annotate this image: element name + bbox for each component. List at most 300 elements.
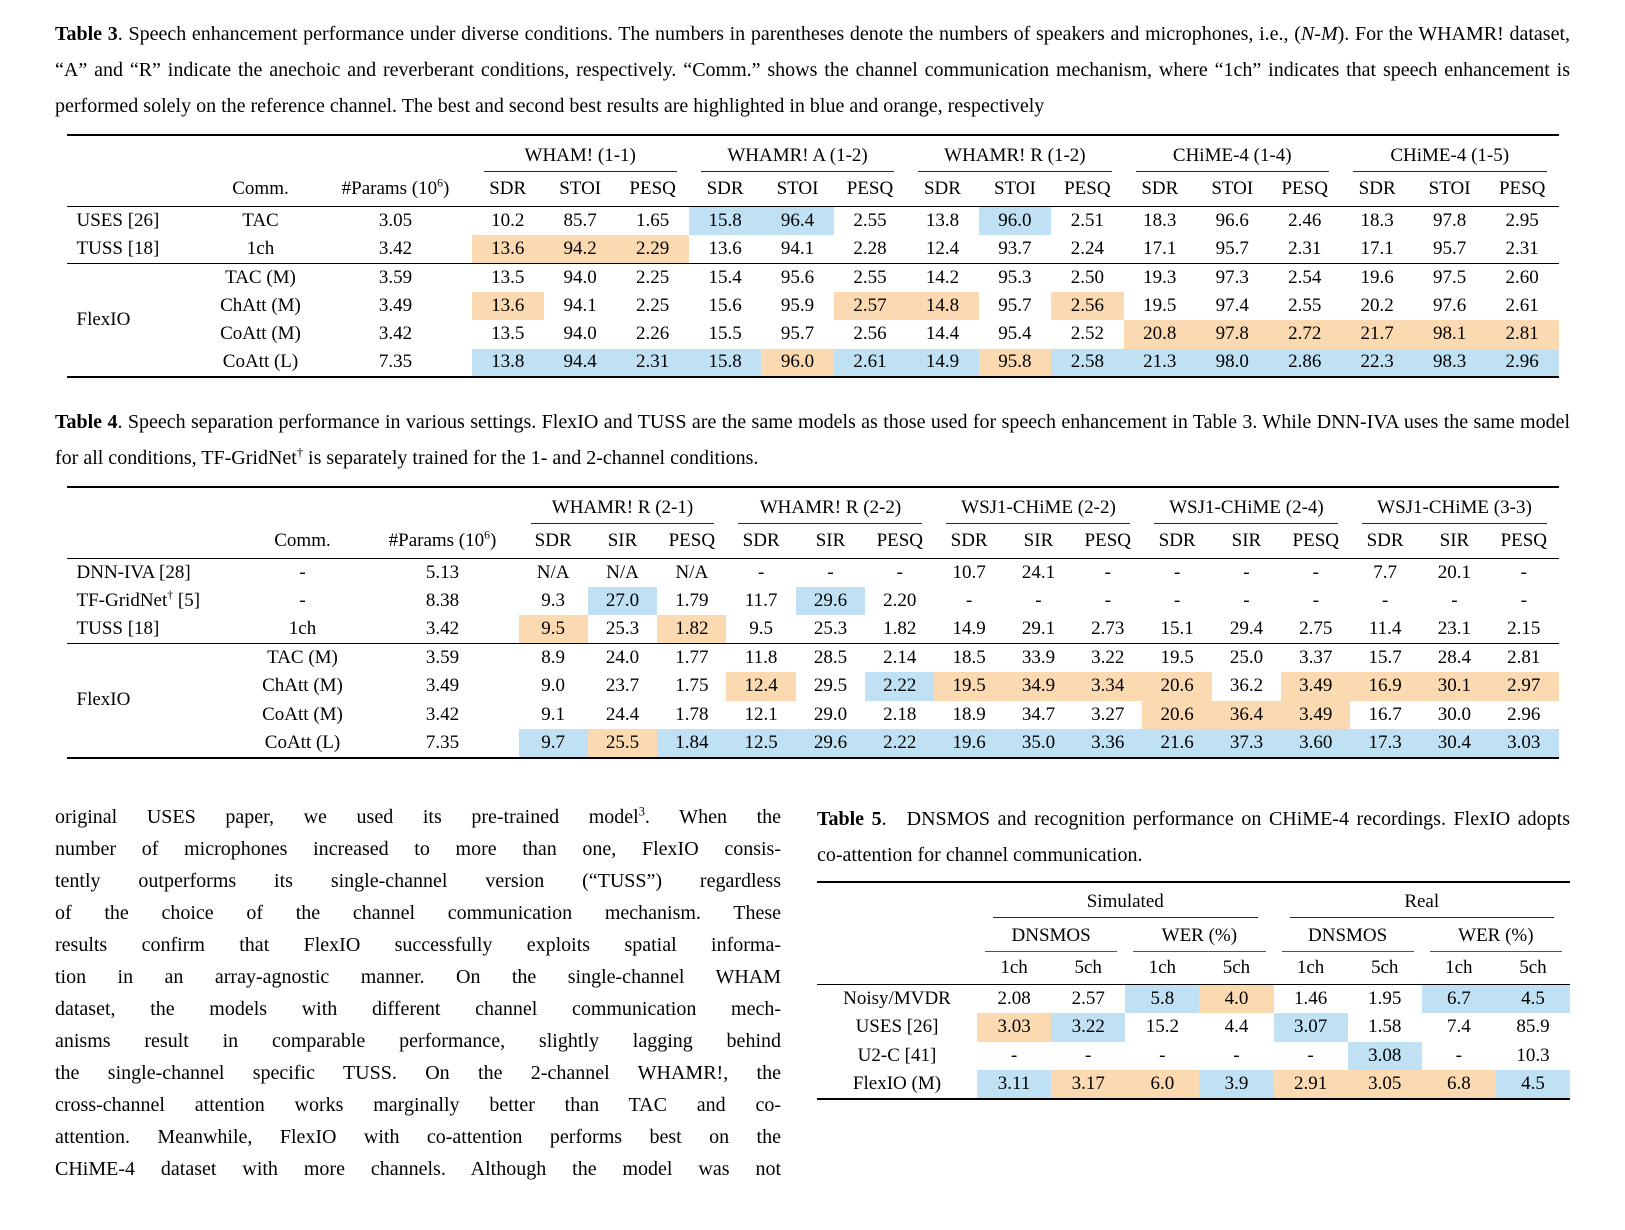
- metric-value: 14.9: [934, 615, 1003, 644]
- metric-value: 2.55: [853, 266, 887, 288]
- params-value: 3.59: [425, 647, 460, 668]
- metric-value: 18.9: [952, 703, 986, 725]
- metric-value: 11.7: [744, 589, 778, 611]
- metric-value: 2.22: [865, 729, 934, 758]
- metric-value: 29.4: [1212, 615, 1281, 644]
- params-value: 3.42: [425, 703, 460, 725]
- metric-value: -: [1104, 561, 1111, 583]
- metric-value: 96.6: [1215, 209, 1249, 231]
- metric-header: SDR: [1124, 172, 1196, 206]
- metric-header: PESQ: [1486, 172, 1559, 206]
- metric-value: -: [1243, 561, 1250, 583]
- metric-value: 15.8: [689, 206, 761, 235]
- metric-value: -: [1520, 589, 1527, 611]
- metric-value: 9.5: [519, 615, 588, 644]
- metric-header: PESQ: [1489, 524, 1558, 558]
- metric-value: 2.25: [636, 266, 670, 288]
- body-text-column: [55, 801, 781, 1185]
- table4: [67, 486, 1559, 759]
- metric-value: 17.3: [1350, 729, 1419, 758]
- channel-header: 5ch: [1051, 952, 1125, 985]
- metric-value: 93.7: [979, 235, 1051, 264]
- metric-value: 34.9: [1004, 672, 1073, 701]
- header-spacer: [67, 524, 239, 558]
- metric-value: 1.84: [657, 729, 726, 758]
- model-label: TUSS [18]: [67, 235, 202, 264]
- metric-value: 3.37: [1299, 647, 1333, 668]
- metric-value: 98.0: [1196, 349, 1268, 378]
- metric-value: 19.5: [1160, 647, 1194, 668]
- metric-value: 5.8: [1125, 985, 1199, 1014]
- metric-value: 94.0: [563, 323, 597, 345]
- metric-header: SDR: [689, 172, 761, 206]
- metric-value: -: [896, 561, 903, 583]
- metric-value: 13.6: [472, 235, 544, 264]
- metric-value: 3.22: [1051, 1013, 1125, 1042]
- metric-value: -: [965, 589, 973, 611]
- metric-value: 25.3: [588, 615, 657, 644]
- metric-value: 13.6: [689, 235, 761, 264]
- metric-value: 95.8: [979, 349, 1051, 378]
- params-value: 3.42: [378, 323, 413, 345]
- metric-value: 20.6: [1142, 701, 1211, 730]
- channel-header: 1ch: [977, 952, 1051, 985]
- metric-value: 24.0: [605, 647, 640, 668]
- metric-value: 12.5: [726, 729, 795, 758]
- header-spacer: [817, 918, 977, 952]
- metric-value: 4.0: [1199, 985, 1273, 1014]
- metric-value: 95.3: [998, 266, 1032, 288]
- dataset-group-header: CHiME-4 (1-5): [1341, 135, 1559, 172]
- metric-value: 15.8: [689, 349, 761, 378]
- params-value: 8.38: [425, 589, 460, 611]
- metric-value: 20.8: [1124, 320, 1196, 349]
- dataset-group-header: WHAMR! R (2-1): [519, 487, 727, 524]
- table3-section: [55, 16, 1570, 378]
- metric-header: SDR: [519, 524, 588, 558]
- metric-value: 94.1: [563, 294, 597, 316]
- body-text-line: the single-channel specific TUSS. On the 2-channel WHAMR!, the: [55, 1061, 781, 1084]
- metric-value: 6.0: [1125, 1070, 1199, 1099]
- dataset-group-header: WSJ1-CHiME (2-4): [1142, 487, 1350, 524]
- metric-value: 22.3: [1341, 349, 1413, 378]
- params-header: #Params $(10^6)$: [320, 172, 472, 206]
- metric-header: SIR: [796, 524, 865, 558]
- metric-value: 3.11: [977, 1070, 1051, 1099]
- comm-value: CoAtt (L): [264, 731, 341, 753]
- metric-header: PESQ: [834, 172, 906, 206]
- metric-value: 2.31: [1486, 235, 1559, 264]
- metric-value: -: [1173, 589, 1181, 611]
- condition-group-header: Real: [1274, 882, 1571, 918]
- metric-value: 1.65: [636, 209, 670, 231]
- metric-value: 95.7: [1196, 235, 1268, 264]
- metric-value: 2.61: [1505, 294, 1539, 316]
- metric-value: 13.5: [491, 323, 525, 345]
- metric-value: 3.34: [1073, 672, 1142, 701]
- model-label: U2-C [41]: [857, 1044, 937, 1066]
- metric-value: 8.9: [541, 647, 566, 668]
- metric-value: 20.6: [1142, 672, 1211, 701]
- metric-value: 2.72: [1268, 320, 1340, 349]
- metric-value: 11.4: [1350, 615, 1419, 644]
- metric-value: 36.2: [1229, 675, 1264, 697]
- metric-header: SIR: [588, 524, 657, 558]
- metric-value: 94.2: [544, 235, 616, 264]
- table3-caption: Table 3. Speech enhancement performance under diverse conditions. The numbers in parentheses denote the numbers of speakers and microphones, i.e., (N-M). For the WHAMR! dataset, “A” and “R” indicate the anechoic and reverberant conditions, respectively. “Comm.” shows the channel communication mechanism, where “1ch” indicates that speech enhancement is performed solely on the reference channel. The best and second best results are highlighted in blue and orange, respectively: [55, 23, 1571, 117]
- body-text-line: of the choice of the channel communication mechanism. These: [55, 901, 781, 924]
- metric-value: -: [1520, 561, 1527, 583]
- metric-header: STOI: [1413, 172, 1485, 206]
- metric-header: SDR: [1341, 172, 1413, 206]
- metric-value: -: [1381, 589, 1389, 611]
- metric-group-header: WER (%): [1125, 918, 1273, 952]
- metric-header: SDR: [472, 172, 544, 206]
- metric-header: SIR: [1004, 524, 1073, 558]
- metric-header: SDR: [1142, 524, 1211, 558]
- metric-value: 10.3: [1516, 1044, 1550, 1066]
- metric-value: 2.24: [1051, 235, 1123, 264]
- table4-caption: Table 4. Speech separation performance in various settings. FlexIO and TUSS are the same models as those used for speech enhancement in Table 3. While DNN-IVA uses the same model for all conditions, TF-GridNet† is separately trained for the 1- and 2-channel conditions.: [55, 411, 1571, 469]
- body-text-line: tently outperforms its single-channel version (“TUSS”) regardless: [55, 869, 781, 892]
- metric-value: 13.5: [491, 266, 525, 288]
- metric-value: N/A: [606, 561, 639, 583]
- metric-value: 18.5: [952, 647, 986, 668]
- comm-value: CoAtt (M): [220, 323, 301, 345]
- metric-value: 1.95: [1368, 988, 1402, 1009]
- metric-value: 36.4: [1212, 701, 1281, 730]
- metric-group-header: WER (%): [1422, 918, 1570, 952]
- metric-value: 9.5: [726, 615, 795, 644]
- metric-value: 1.82: [865, 615, 934, 644]
- metric-value: 12.1: [744, 703, 778, 725]
- metric-value: 30.4: [1420, 729, 1489, 758]
- metric-value: 15.5: [708, 323, 742, 345]
- metric-header: SDR: [1350, 524, 1419, 558]
- metric-value: 2.60: [1505, 266, 1539, 288]
- metric-header: STOI: [544, 172, 616, 206]
- metric-value: -: [1159, 1044, 1166, 1066]
- metric-value: -: [1455, 1044, 1462, 1066]
- metric-value: 2.81: [1507, 647, 1541, 668]
- metric-value: 20.1: [1437, 561, 1472, 583]
- comm-value: ChAtt (M): [262, 675, 343, 697]
- metric-value: 2.73: [1073, 615, 1142, 644]
- metric-value: -: [1243, 589, 1250, 611]
- channel-header: 5ch: [1496, 952, 1570, 985]
- comm-value: CoAtt (L): [222, 351, 299, 373]
- metric-value: 3.49: [1281, 701, 1350, 730]
- metric-value: 19.5: [934, 672, 1003, 701]
- dataset-group-header: WHAMR! R (1-2): [906, 135, 1123, 172]
- header-spacer: [817, 882, 977, 918]
- metric-value: 97.8: [1432, 209, 1467, 231]
- table5-column: [817, 801, 1570, 1100]
- metric-value: 2.57: [834, 292, 906, 321]
- metric-value: 3.03: [1489, 729, 1558, 758]
- metric-value: 2.14: [883, 647, 917, 668]
- metric-value: 9.7: [519, 729, 588, 758]
- model-label: USES [26]: [855, 1016, 939, 1038]
- body-text-line: cross-channel attention works marginally better than TAC and co-: [55, 1093, 781, 1116]
- metric-value: 3.36: [1073, 729, 1142, 758]
- metric-value: 2.31: [616, 349, 688, 378]
- metric-value: -: [1173, 561, 1181, 583]
- metric-value: 11.8: [744, 647, 778, 668]
- metric-header: PESQ: [865, 524, 934, 558]
- metric-value: 2.57: [1071, 988, 1105, 1009]
- metric-value: 30.1: [1420, 672, 1489, 701]
- metric-value: 15.6: [708, 294, 742, 316]
- metric-value: 2.50: [1070, 266, 1104, 288]
- metric-header: PESQ: [1051, 172, 1123, 206]
- metric-value: -: [1307, 1044, 1314, 1066]
- body-text-line: tion in an array-agnostic manner. On the single-channel WHAM: [55, 965, 781, 988]
- params-value: 3.59: [378, 266, 413, 288]
- metric-value: 2.51: [1070, 209, 1104, 231]
- metric-value: 6.8: [1422, 1070, 1496, 1099]
- model-label: TUSS [18]: [67, 615, 239, 644]
- header-spacer: [67, 172, 202, 206]
- metric-value: 13.6: [472, 292, 544, 321]
- metric-value: 35.0: [1004, 729, 1073, 758]
- body-text-line: original USES paper, we used its pre-trained model$^3$. When the: [55, 803, 781, 828]
- metric-value: 19.6: [1360, 266, 1394, 288]
- metric-value: 15.1: [1142, 615, 1211, 644]
- metric-value: 1.82: [657, 615, 726, 644]
- metric-value: 98.1: [1413, 320, 1485, 349]
- metric-value: 1.58: [1368, 1016, 1402, 1038]
- metric-value: 2.28: [834, 235, 906, 264]
- metric-value: 29.6: [796, 729, 865, 758]
- metric-header: PESQ: [657, 524, 726, 558]
- table5-caption: Table 5. DNSMOS and recognition performance on CHiME-4 recordings. FlexIO adopts co-attention for channel communication.: [817, 807, 1571, 866]
- metric-value: 21.3: [1124, 349, 1196, 378]
- metric-value: 2.97: [1489, 672, 1558, 701]
- metric-value: 94.1: [761, 235, 833, 264]
- metric-value: 3.22: [1091, 647, 1125, 668]
- metric-value: 24.4: [605, 703, 640, 725]
- metric-value: 2.91: [1274, 1070, 1348, 1099]
- metric-value: 13.8: [925, 209, 960, 231]
- metric-value: 27.0: [588, 587, 657, 616]
- metric-value: 12.4: [906, 235, 978, 264]
- metric-value: N/A: [675, 561, 709, 583]
- metric-value: 98.3: [1413, 349, 1485, 378]
- channel-header: 1ch: [1274, 952, 1348, 985]
- metric-value: 4.4: [1224, 1016, 1249, 1038]
- model-label: FlexIO (M): [852, 1072, 942, 1094]
- body-text-line: CHiME-4 dataset with more channels. Although the model was not: [55, 1157, 781, 1180]
- metric-value: 2.20: [883, 589, 917, 611]
- model-label: FlexIO: [76, 308, 131, 330]
- model-label: TF-GridNet† [5]: [76, 588, 201, 611]
- metric-value: 94.4: [544, 349, 616, 378]
- metric-value: 3.07: [1274, 1013, 1348, 1042]
- metric-value: 2.55: [853, 209, 887, 231]
- metric-header: STOI: [979, 172, 1051, 206]
- metric-value: 95.7: [780, 323, 815, 345]
- metric-value: 6.7: [1422, 985, 1496, 1014]
- metric-value: 19.5: [1143, 294, 1177, 316]
- metric-value: 15.2: [1145, 1016, 1179, 1038]
- metric-value: 95.7: [998, 294, 1032, 316]
- metric-value: 21.6: [1142, 729, 1211, 758]
- metric-value: 14.8: [906, 292, 978, 321]
- metric-value: 15.7: [1368, 647, 1402, 668]
- metric-value: 19.3: [1143, 266, 1177, 288]
- header-spacer: [817, 952, 977, 985]
- dataset-group-header: WSJ1-CHiME (2-2): [934, 487, 1142, 524]
- metric-value: -: [1233, 1044, 1240, 1066]
- metric-value: 94.0: [563, 266, 597, 288]
- comm-value: -: [299, 561, 306, 583]
- params-value: 3.49: [378, 294, 413, 316]
- metric-value: -: [827, 561, 834, 583]
- metric-value: 37.3: [1212, 729, 1281, 758]
- channel-header: 1ch: [1125, 952, 1199, 985]
- metric-value: 21.7: [1341, 320, 1413, 349]
- metric-value: 17.1: [1124, 235, 1196, 264]
- metric-header: STOI: [761, 172, 833, 206]
- metric-value: -: [1035, 589, 1042, 611]
- dataset-group-header: WSJ1-CHiME (3-3): [1350, 487, 1558, 524]
- metric-header: SIR: [1420, 524, 1489, 558]
- metric-value: 97.5: [1432, 266, 1467, 288]
- metric-value: 2.26: [636, 323, 670, 345]
- comm-value: TAC: [242, 209, 279, 231]
- metric-value: 29.6: [796, 587, 865, 616]
- metric-value: 18.3: [1143, 209, 1177, 231]
- metric-header: PESQ: [616, 172, 688, 206]
- comm-header: Comm.: [202, 172, 320, 206]
- metric-value: 95.6: [780, 266, 815, 288]
- comm-value: 1ch: [239, 615, 367, 644]
- channel-header: 5ch: [1199, 952, 1273, 985]
- metric-value: 33.9: [1021, 647, 1056, 668]
- metric-value: -: [757, 561, 765, 583]
- comm-value: -: [299, 589, 306, 611]
- metric-value: 96.4: [761, 206, 833, 235]
- params-value: 3.49: [425, 675, 460, 697]
- metric-group-header: DNSMOS: [977, 918, 1125, 952]
- metric-value: 3.27: [1091, 703, 1125, 725]
- metric-header: SIR: [1212, 524, 1281, 558]
- body-text-line: anisms result in comparable performance, slightly lagging behind: [55, 1029, 781, 1052]
- comm-value: 1ch: [202, 235, 320, 264]
- metric-value: 14.4: [925, 323, 960, 345]
- comm-value: CoAtt (M): [262, 703, 343, 725]
- metric-value: 12.4: [726, 672, 795, 701]
- bottom-two-column-area: [55, 801, 1570, 1185]
- metric-value: 1.46: [1293, 988, 1328, 1009]
- params-value: 3.05: [378, 209, 413, 231]
- metric-value: 9.3: [541, 589, 566, 611]
- metric-value: -: [1085, 1044, 1092, 1066]
- header-spacer: [67, 487, 519, 524]
- metric-value: 3.03: [977, 1013, 1051, 1042]
- metric-value: 3.9: [1199, 1070, 1273, 1099]
- metric-value: 25.3: [796, 615, 865, 644]
- metric-value: 2.25: [636, 294, 670, 316]
- model-label: DNN-IVA [28]: [76, 561, 191, 583]
- metric-value: 17.1: [1341, 235, 1413, 264]
- metric-header: PESQ: [1073, 524, 1142, 558]
- metric-value: -: [1010, 1044, 1018, 1066]
- metric-value: 2.46: [1288, 209, 1322, 231]
- metric-value: 97.6: [1432, 294, 1467, 316]
- header-spacer: [67, 135, 472, 172]
- metric-value: 2.56: [853, 323, 887, 345]
- metric-value: 14.9: [906, 349, 978, 378]
- metric-value: 95.9: [780, 294, 815, 316]
- params-value: 3.42: [320, 235, 472, 264]
- metric-value: 28.5: [813, 647, 848, 668]
- body-text-line: attention. Meanwhile, FlexIO with co-attention performs best on the: [55, 1125, 781, 1148]
- metric-value: 85.9: [1516, 1016, 1550, 1038]
- metric-value: 2.95: [1505, 209, 1539, 231]
- metric-header: SDR: [906, 172, 978, 206]
- metric-value: 25.0: [1229, 647, 1264, 668]
- metric-value: 1.77: [675, 647, 709, 668]
- metric-value: 2.81: [1486, 320, 1559, 349]
- metric-value: 2.31: [1268, 235, 1340, 264]
- dataset-group-header: WHAMR! A (1-2): [689, 135, 906, 172]
- metric-value: 2.29: [616, 235, 688, 264]
- comm-header: Comm.: [239, 524, 367, 558]
- channel-header: 1ch: [1422, 952, 1496, 985]
- metric-value: 9.0: [541, 675, 566, 697]
- metric-value: 2.61: [834, 349, 906, 378]
- dataset-group-header: WHAM! (1-1): [472, 135, 689, 172]
- metric-value: 4.5: [1496, 1070, 1570, 1099]
- metric-value: -: [1104, 589, 1111, 611]
- metric-value: 95.7: [1413, 235, 1485, 264]
- model-label: Noisy/MVDR: [843, 988, 951, 1009]
- metric-value: 3.08: [1348, 1042, 1422, 1071]
- metric-header: PESQ: [1281, 524, 1350, 558]
- metric-header: SDR: [726, 524, 795, 558]
- metric-value: 9.1: [541, 703, 566, 725]
- metric-value: 16.9: [1350, 672, 1419, 701]
- metric-value: 97.3: [1215, 266, 1249, 288]
- metric-value: 2.54: [1288, 266, 1322, 288]
- metric-value: 18.3: [1360, 209, 1394, 231]
- metric-value: 1.78: [675, 703, 709, 725]
- body-text-line: number of microphones increased to more than one, FlexIO consis-: [55, 837, 781, 860]
- metric-header: SDR: [934, 524, 1003, 558]
- metric-group-header: DNSMOS: [1274, 918, 1422, 952]
- metric-value: 3.05: [1348, 1070, 1422, 1099]
- channel-header: 5ch: [1348, 952, 1422, 985]
- metric-value: 2.96: [1507, 703, 1541, 725]
- table3: [67, 134, 1559, 378]
- metric-value: 7.7: [1373, 561, 1397, 583]
- metric-value: 85.7: [563, 209, 597, 231]
- metric-value: 2.18: [883, 703, 917, 725]
- metric-value: 34.7: [1021, 703, 1056, 725]
- metric-value: 2.56: [1051, 292, 1123, 321]
- metric-value: 2.55: [1288, 294, 1322, 316]
- metric-value: 96.0: [761, 349, 833, 378]
- metric-value: 24.1: [1021, 561, 1056, 583]
- metric-value: 2.86: [1268, 349, 1340, 378]
- metric-value: 96.0: [979, 206, 1051, 235]
- metric-value: 14.2: [925, 266, 960, 288]
- body-text-line: dataset, the models with different channel communication mech-: [55, 997, 781, 1020]
- table5: [817, 881, 1570, 1100]
- metric-value: 2.15: [1489, 615, 1558, 644]
